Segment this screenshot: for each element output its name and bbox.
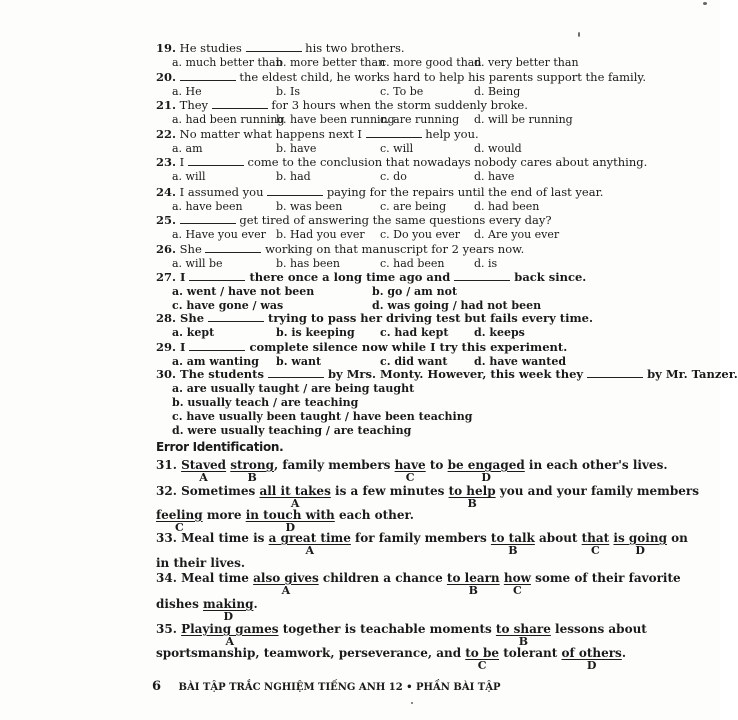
option-b[interactable]: b. Had you ever xyxy=(276,228,365,241)
option-b[interactable]: b. Is xyxy=(276,85,301,98)
option-b[interactable]: b. was been xyxy=(276,200,343,213)
option-d[interactable]: d. would xyxy=(474,142,522,155)
question-24: 24. I assumed you paying for the repairs until the end of last year. xyxy=(156,185,604,199)
part-b[interactable]: to help B xyxy=(448,484,496,510)
part-c[interactable]: feeling C xyxy=(156,508,203,534)
part-d[interactable]: making D xyxy=(203,597,254,623)
answer-blank[interactable] xyxy=(189,341,245,351)
option-c[interactable]: c. did want xyxy=(380,355,448,368)
answer-blank[interactable] xyxy=(454,271,510,281)
answer-blank[interactable] xyxy=(188,156,244,166)
option-b[interactable]: b. have been running xyxy=(276,113,395,126)
question-29: 29. I complete silence now while I try this experiment. xyxy=(156,340,568,354)
question-27: 27. I there once a long time ago and back since. xyxy=(156,270,587,284)
option-d[interactable]: d. very better than xyxy=(474,56,579,69)
option-c[interactable]: c. have gone / was xyxy=(172,299,284,312)
option-b[interactable]: b. have xyxy=(276,142,317,155)
scan-speck xyxy=(578,32,580,37)
error-question-33-line2: in their lives. xyxy=(156,556,246,570)
part-a[interactable]: a great time A xyxy=(268,531,351,557)
option-c[interactable]: c. had kept xyxy=(380,326,449,339)
answer-blank[interactable] xyxy=(208,312,264,322)
option-b[interactable]: b. is keeping xyxy=(276,326,355,339)
error-question-35-line2: sportsmanship, teamwork, perseverance, and to be C tolerant of others D . xyxy=(156,646,626,672)
option-a[interactable]: a. had been running xyxy=(172,113,285,126)
option-b[interactable]: b. has been xyxy=(276,257,340,270)
answer-blank[interactable] xyxy=(366,128,422,138)
option-c[interactable]: c. do xyxy=(380,170,407,183)
answer-blank[interactable] xyxy=(246,42,302,52)
book-title: BÀI TẬP TRẮC NGHIỆM TIẾNG ANH 12 • PHẦN BÀI TẬP xyxy=(178,682,501,693)
option-d[interactable]: d. have xyxy=(474,170,515,183)
option-b[interactable]: b. want xyxy=(276,355,322,368)
page-number: 6 xyxy=(152,679,162,694)
answer-blank[interactable] xyxy=(268,368,324,378)
option-b[interactable]: b. more better than xyxy=(276,56,386,69)
option-d[interactable]: d. Are you ever xyxy=(474,228,560,241)
option-d[interactable]: d. have wanted xyxy=(474,355,567,368)
option-c[interactable]: c. had been xyxy=(380,257,445,270)
section-title: Error Identification. xyxy=(156,440,284,454)
option-c[interactable]: c. more good than xyxy=(380,56,482,69)
option-d[interactable]: d. was going / had not been xyxy=(372,299,542,312)
answer-blank[interactable] xyxy=(587,368,643,378)
part-c[interactable]: to be C xyxy=(465,646,500,672)
option-d[interactable]: d. is xyxy=(474,257,498,270)
option-a[interactable]: a. will be xyxy=(172,257,223,270)
part-a[interactable]: also gives A xyxy=(253,571,319,597)
error-question-32: 32. Sometimes all it takes A is a few minutes to help B you and your family members xyxy=(156,484,699,510)
question-19: 19. He studies his two brothers. xyxy=(156,41,405,55)
question-20: 20. the eldest child, he works hard to help his parents support the family. xyxy=(156,70,647,84)
option-d[interactable]: d. were usually teaching / are teaching xyxy=(172,424,412,437)
question-28: 28. She trying to pass her driving test but fails every time. xyxy=(156,311,593,325)
option-a[interactable]: a. will xyxy=(172,170,206,183)
option-a[interactable]: a. He xyxy=(172,85,202,98)
answer-blank[interactable] xyxy=(267,186,323,196)
answer-blank[interactable] xyxy=(189,271,245,281)
error-question-33: 33. Meal time is a great time A for family members to talk B about that C is going D on xyxy=(156,531,688,557)
option-b[interactable]: b. had xyxy=(276,170,311,183)
question-25: 25. get tired of answering the same questions every day? xyxy=(156,213,552,227)
part-a[interactable]: Staved A xyxy=(181,458,227,484)
option-b[interactable]: b. usually teach / are teaching xyxy=(172,396,359,409)
answer-blank[interactable] xyxy=(205,243,261,253)
answer-blank[interactable] xyxy=(212,99,268,109)
option-d[interactable]: d. will be running xyxy=(474,113,573,126)
option-c[interactable]: c. are being xyxy=(380,200,447,213)
option-d[interactable]: d. keeps xyxy=(474,326,525,339)
question-22: 22. No matter what happens next I help you. xyxy=(156,127,479,141)
part-d[interactable]: is going D xyxy=(613,531,667,557)
part-d[interactable]: of others D xyxy=(561,646,622,672)
scan-speck xyxy=(703,2,707,5)
page-footer xyxy=(152,679,500,694)
part-b[interactable]: to share B xyxy=(495,622,551,648)
answer-blank[interactable] xyxy=(180,214,236,224)
part-d[interactable]: in touch with D xyxy=(245,508,335,534)
option-c[interactable]: c. To be xyxy=(380,85,424,98)
error-question-34: 34. Meal time also gives A children a chance to learn B how C some of their favorite xyxy=(156,571,681,597)
option-d[interactable]: d. Being xyxy=(474,85,521,98)
answer-blank[interactable] xyxy=(180,71,236,81)
part-d[interactable]: be engaged D xyxy=(447,458,525,484)
error-question-32-line2: feeling C more in touch with D each other. xyxy=(156,508,414,534)
option-c[interactable]: c. Do you ever xyxy=(380,228,461,241)
option-b[interactable]: b. go / am not xyxy=(372,285,458,298)
part-c[interactable]: have C xyxy=(394,458,426,484)
question-30: 30. The students by Mrs. Monty. However, this week they by Mr. Tanzer. xyxy=(156,367,738,381)
option-a[interactable]: a. am xyxy=(172,142,203,155)
part-c[interactable]: that C xyxy=(581,531,610,557)
part-b[interactable]: to learn B xyxy=(446,571,500,597)
scan-speck xyxy=(411,702,413,704)
option-a[interactable]: a. went / have not been xyxy=(172,285,315,298)
option-a[interactable]: a. Have you ever xyxy=(172,228,266,241)
error-question-31: 31. Staved A strong B , family members have C to be engaged D in each other's lives. xyxy=(156,458,668,484)
part-a[interactable]: all it takes A xyxy=(259,484,331,510)
option-a[interactable]: a. much better than xyxy=(172,56,283,69)
option-d[interactable]: d. had been xyxy=(474,200,540,213)
option-c[interactable]: c. are running xyxy=(380,113,460,126)
part-b[interactable]: strong B xyxy=(230,458,274,484)
option-c[interactable]: c. will xyxy=(380,142,414,155)
part-b[interactable]: to talk B xyxy=(490,531,535,557)
option-a[interactable]: a. kept xyxy=(172,326,215,339)
option-a[interactable]: a. are usually taught / are being taught xyxy=(172,382,415,395)
part-c[interactable]: how C xyxy=(503,571,531,597)
error-question-35: 35. Playing games A together is teachable moments to share B lessons about xyxy=(156,622,647,648)
option-c[interactable]: c. have usually been taught / have been teaching xyxy=(172,410,473,423)
option-a[interactable]: a. have been xyxy=(172,200,243,213)
question-26: 26. She working on that manuscript for 2 years now. xyxy=(156,242,525,256)
part-a[interactable]: Playing games A xyxy=(181,622,279,648)
question-23: 23. I come to the conclusion that nowadays nobody cares about anything. xyxy=(156,155,648,169)
option-a[interactable]: a. am wanting xyxy=(172,355,259,368)
question-21: 21. They for 3 hours when the storm suddenly broke. xyxy=(156,98,528,112)
error-question-34-line2: dishes making D . xyxy=(156,597,258,623)
